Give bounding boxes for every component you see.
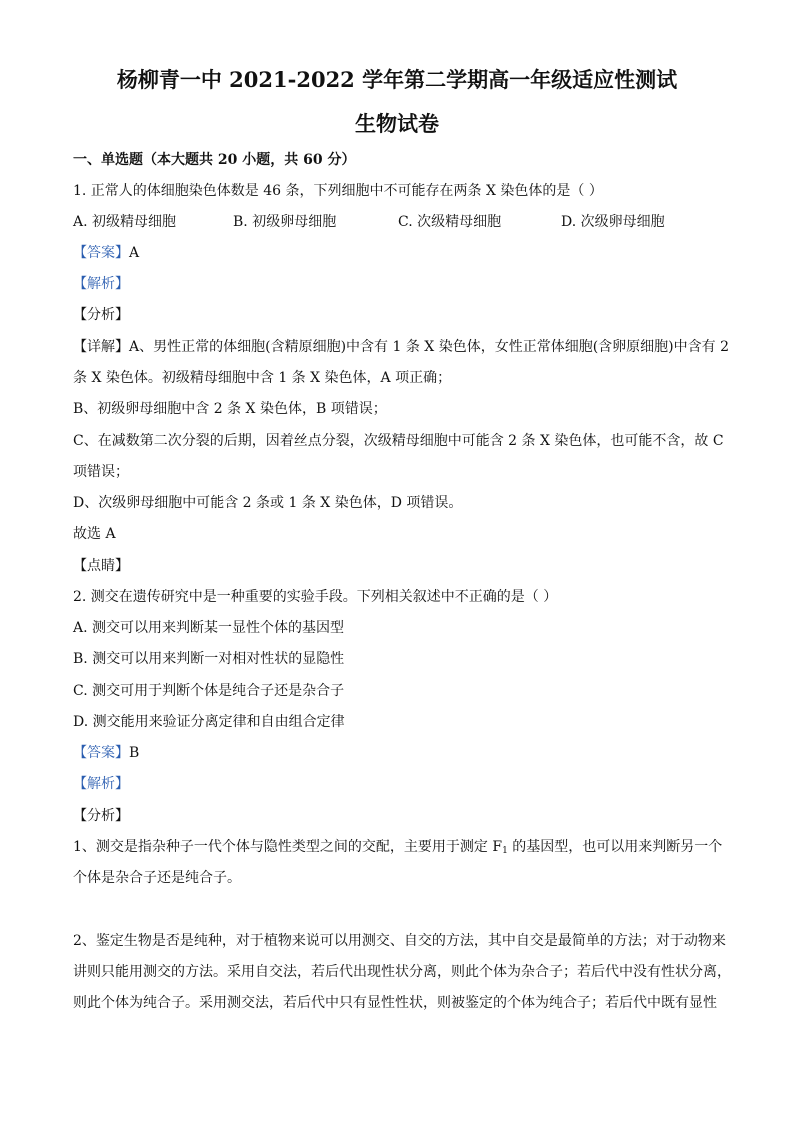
q1-analysis-tag: 【解析】 [73, 276, 129, 292]
q2-option-c: C. 测交可用于判断个体是纯合子还是杂合子 [73, 683, 345, 699]
subscript-1: 1 [502, 846, 508, 856]
q2-answer-tag: 【答案】 [73, 745, 129, 761]
q1-detail-line-3: B、初级卵母细胞中含 2 条 X 染色体，B 项错误； [73, 401, 387, 417]
q2-answer-value: B [129, 745, 140, 761]
q1-option-b: B. 初级卵母细胞 [233, 214, 337, 230]
q1-detail-line-4: C、在减数第二次分裂的后期，因着丝点分裂，次级精母细胞中可能含 2 条 X 染色体，也可能不含，故 C [73, 433, 724, 449]
q1-option-a: A. 初级精母细胞 [73, 214, 177, 230]
q2-para2-line-3: 则此个体为纯合子。采用测交法，若后代中只有显性性状，则被鉴定的个体为纯合子；若后代中既有显性 [73, 995, 717, 1011]
q2-fenxi-tag: 【分析】 [73, 808, 129, 824]
q1-option-d: D. 次级卵母细胞 [561, 214, 665, 230]
question-2-stem: 2. 测交在遗传研究中是一种重要的实验手段。下列相关叙述中不正确的是（ ） [73, 589, 558, 605]
section-heading: 一、单选题（本大题共 20 小题，共 60 分） [73, 152, 356, 168]
q1-detail-line-6: D、次级卵母细胞中可能含 2 条或 1 条 X 染色体，D 项错误。 [73, 495, 463, 511]
q1-dianjing-tag: 【点睛】 [73, 558, 129, 574]
q1-answer-row [73, 243, 734, 263]
q2-para2-line-2: 讲则只能用测交的方法。采用自交法，若后代出现性状分离，则此个体为杂合子；若后代中没有性状分离， [73, 964, 731, 980]
q1-detail-line-5: 项错误； [73, 464, 129, 480]
q1-detail-line-2: 条 X 染色体。初级精母细胞中含 1 条 X 染色体，A 项正确； [73, 370, 452, 386]
q2-analysis-tag: 【解析】 [73, 776, 129, 792]
q2-para2-line-1: 2、鉴定生物是否是纯种，对于植物来说可以用测交、自交的方法，其中自交是最简单的方法；对于动物来 [73, 933, 726, 949]
q1-option-c: C. 次级精母细胞 [398, 214, 502, 230]
q1-detail-line-1: 【详解】A、男性正常的体细胞(含精原细胞)中含有 1 条 X 染色体，女性正常体细胞(含卵原细胞)中含有 2 [73, 339, 729, 355]
exam-subtitle: 生物试卷 [355, 111, 439, 136]
q2-para1-line-1: 1、测交是指杂种子一代个体与隐性类型之间的交配，主要用于测定 $F_1$ 的基因型，也可以用来判断另一个 [73, 839, 723, 856]
q2-option-d: D. 测交能用来验证分离定律和自由组合定律 [73, 714, 345, 730]
q2-option-b: B. 测交可以用来判断一对相对性状的显隐性 [73, 651, 345, 667]
q2-answer-row [73, 743, 734, 763]
q1-answer-tag: 【答案】 [73, 245, 129, 261]
q1-detail-tag: 【详解】 [73, 339, 129, 355]
q1-fenxi-tag: 【分析】 [73, 307, 129, 323]
q1-conclusion: 故选 A [73, 526, 116, 542]
question-1-stem: 1. 正常人的体细胞染色体数是 46 条，下列细胞中不可能存在两条 X 染色体的是（ ） [73, 183, 603, 199]
q2-para1-line-2: 个体是杂合子还是纯合子。 [73, 870, 241, 886]
q1-answer-value: A [129, 245, 140, 261]
q2-option-a: A. 测交可以用来判断某一显性个体的基因型 [73, 620, 345, 636]
exam-title: 杨柳青一中 2021-2022 学年第二学期高一年级适应性测试 [116, 67, 678, 92]
